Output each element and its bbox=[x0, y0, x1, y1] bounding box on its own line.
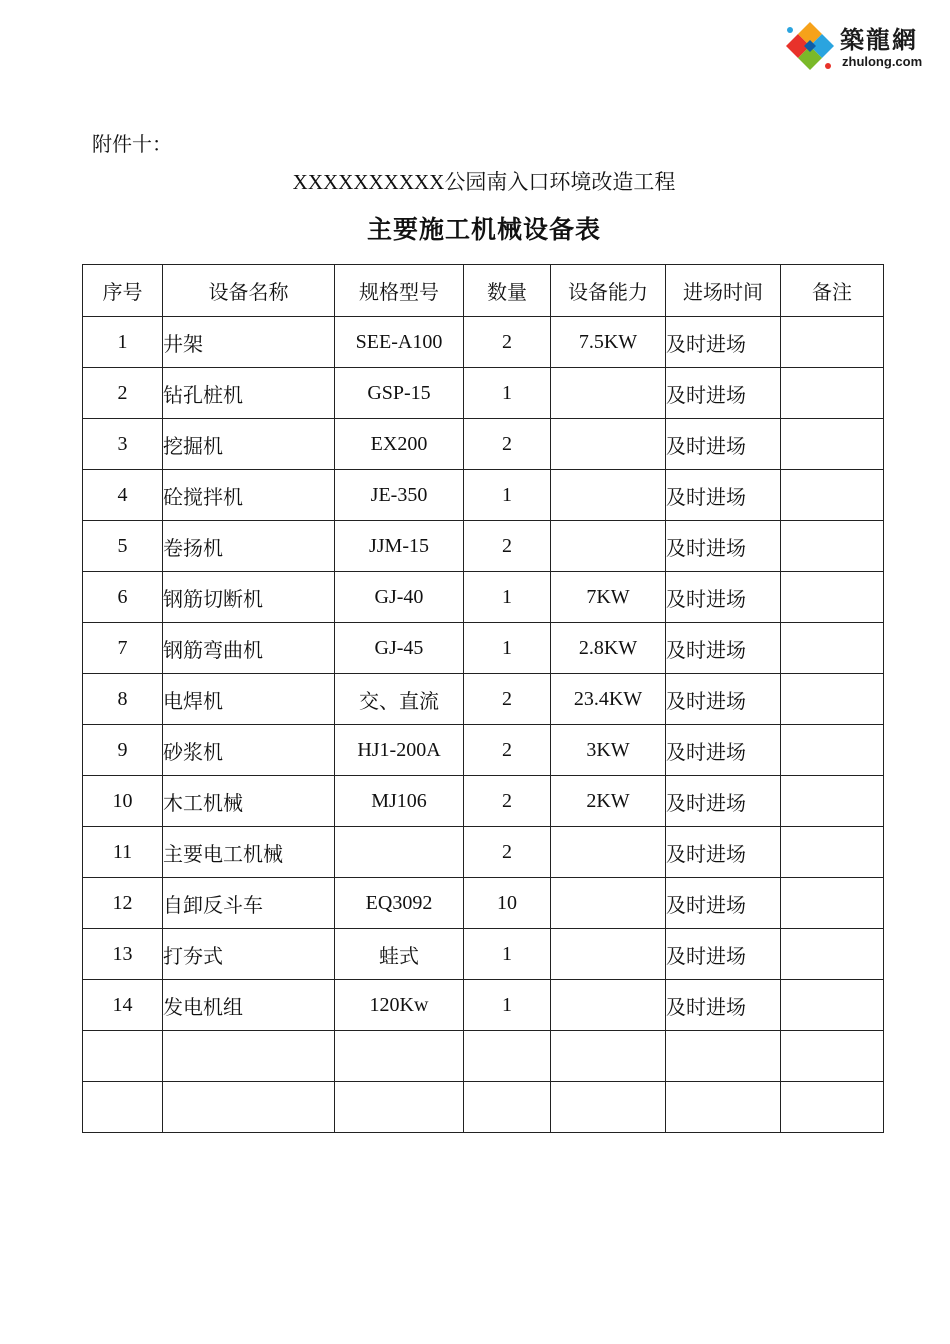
table-row bbox=[83, 980, 884, 1031]
cell-quantity: 1 bbox=[464, 929, 551, 980]
project-title: XXXXXXXXXX公园南入口环境改造工程 bbox=[292, 170, 676, 194]
cell-capacity bbox=[551, 827, 666, 878]
cell-model: SEE-A100 bbox=[335, 317, 464, 368]
header-quantity: 数量 bbox=[464, 265, 551, 317]
cell-quantity: 2 bbox=[464, 317, 551, 368]
cell-quantity bbox=[464, 1031, 551, 1082]
cell-entry-time bbox=[666, 1082, 781, 1133]
cell-remarks bbox=[781, 929, 884, 980]
cell-capacity: 2.8KW bbox=[551, 623, 666, 674]
table-row bbox=[83, 1031, 884, 1082]
cell-capacity: 2KW bbox=[551, 776, 666, 827]
cell-remarks bbox=[781, 470, 884, 521]
cell-remarks bbox=[781, 317, 884, 368]
table-row bbox=[83, 725, 884, 776]
cell-model bbox=[335, 1031, 464, 1082]
cell-equipment-name: 木工机械 bbox=[163, 776, 335, 827]
cell-equipment-name: 打夯式 bbox=[163, 929, 335, 980]
cell-capacity bbox=[551, 878, 666, 929]
table-header-row bbox=[83, 265, 884, 317]
cell-index: 6 bbox=[83, 572, 163, 623]
cell-entry-time: 及时进场 bbox=[666, 470, 781, 521]
cell-quantity: 1 bbox=[464, 623, 551, 674]
cell-capacity bbox=[551, 470, 666, 521]
logo-domain-text: zhulong.com bbox=[842, 54, 923, 69]
cell-quantity: 2 bbox=[464, 419, 551, 470]
cell-remarks bbox=[781, 419, 884, 470]
cell-equipment-name: 井架 bbox=[163, 317, 335, 368]
attachment-label: 附件十： bbox=[92, 132, 172, 156]
cell-entry-time: 及时进场 bbox=[666, 674, 781, 725]
cell-equipment-name bbox=[163, 1031, 335, 1082]
cell-remarks bbox=[781, 725, 884, 776]
table-row bbox=[83, 674, 884, 725]
cell-capacity bbox=[551, 929, 666, 980]
cell-capacity: 7KW bbox=[551, 572, 666, 623]
cell-index: 13 bbox=[83, 929, 163, 980]
cell-entry-time: 及时进场 bbox=[666, 317, 781, 368]
table-row bbox=[83, 776, 884, 827]
cell-index: 14 bbox=[83, 980, 163, 1031]
cell-model bbox=[335, 827, 464, 878]
cell-quantity: 10 bbox=[464, 878, 551, 929]
zhulong-logo bbox=[780, 14, 940, 74]
table-row bbox=[83, 623, 884, 674]
cell-remarks bbox=[781, 827, 884, 878]
cell-equipment-name bbox=[163, 1082, 335, 1133]
cell-entry-time bbox=[666, 1031, 781, 1082]
cell-model: GJ-40 bbox=[335, 572, 464, 623]
cell-remarks bbox=[781, 572, 884, 623]
cell-entry-time: 及时进场 bbox=[666, 623, 781, 674]
table-row bbox=[83, 1082, 884, 1133]
cell-model: 蛙式 bbox=[335, 929, 464, 980]
equipment-table bbox=[82, 264, 884, 1133]
cell-entry-time: 及时进场 bbox=[666, 725, 781, 776]
table-row bbox=[83, 317, 884, 368]
cell-index: 11 bbox=[83, 827, 163, 878]
cell-model: EX200 bbox=[335, 419, 464, 470]
cell-remarks bbox=[781, 674, 884, 725]
cell-index: 9 bbox=[83, 725, 163, 776]
cell-quantity bbox=[464, 1082, 551, 1133]
cell-remarks bbox=[781, 521, 884, 572]
cell-model: GSP-15 bbox=[335, 368, 464, 419]
table-row bbox=[83, 470, 884, 521]
cell-entry-time: 及时进场 bbox=[666, 572, 781, 623]
cell-capacity: 7.5KW bbox=[551, 317, 666, 368]
table-row bbox=[83, 827, 884, 878]
cell-remarks bbox=[781, 1031, 884, 1082]
table-row bbox=[83, 929, 884, 980]
cell-entry-time: 及时进场 bbox=[666, 827, 781, 878]
cell-model: MJ106 bbox=[335, 776, 464, 827]
cell-model: HJ1-200A bbox=[335, 725, 464, 776]
cell-remarks bbox=[781, 776, 884, 827]
cell-index: 8 bbox=[83, 674, 163, 725]
cell-index: 2 bbox=[83, 368, 163, 419]
cell-equipment-name: 主要电工机械 bbox=[163, 827, 335, 878]
cell-index: 10 bbox=[83, 776, 163, 827]
cell-capacity bbox=[551, 1082, 666, 1133]
cell-index bbox=[83, 1082, 163, 1133]
cell-capacity: 23.4KW bbox=[551, 674, 666, 725]
cell-capacity bbox=[551, 419, 666, 470]
table-row bbox=[83, 572, 884, 623]
cell-equipment-name: 自卸反斗车 bbox=[163, 878, 335, 929]
cell-equipment-name: 挖掘机 bbox=[163, 419, 335, 470]
cell-index: 7 bbox=[83, 623, 163, 674]
cell-capacity bbox=[551, 980, 666, 1031]
cell-quantity: 2 bbox=[464, 521, 551, 572]
cell-capacity bbox=[551, 521, 666, 572]
cell-entry-time: 及时进场 bbox=[666, 980, 781, 1031]
cell-quantity: 2 bbox=[464, 725, 551, 776]
cell-remarks bbox=[781, 980, 884, 1031]
header-entry-time: 进场时间 bbox=[666, 265, 781, 317]
cell-model: 120Kw bbox=[335, 980, 464, 1031]
cell-equipment-name: 钢筋切断机 bbox=[163, 572, 335, 623]
cell-capacity: 3KW bbox=[551, 725, 666, 776]
cell-capacity bbox=[551, 368, 666, 419]
cell-quantity: 1 bbox=[464, 368, 551, 419]
cell-index: 4 bbox=[83, 470, 163, 521]
cell-model: 交、直流 bbox=[335, 674, 464, 725]
cell-quantity: 1 bbox=[464, 470, 551, 521]
cell-entry-time: 及时进场 bbox=[666, 521, 781, 572]
header-capacity: 设备能力 bbox=[551, 265, 666, 317]
cell-model bbox=[335, 1082, 464, 1133]
cell-remarks bbox=[781, 1082, 884, 1133]
cell-model: EQ3092 bbox=[335, 878, 464, 929]
cell-remarks bbox=[781, 623, 884, 674]
cell-index: 5 bbox=[83, 521, 163, 572]
header-model: 规格型号 bbox=[335, 265, 464, 317]
cell-equipment-name: 钻孔桩机 bbox=[163, 368, 335, 419]
table-title: 主要施工机械设备表 bbox=[366, 215, 601, 244]
header-index: 序号 bbox=[83, 265, 163, 317]
cell-quantity: 2 bbox=[464, 674, 551, 725]
table-row bbox=[83, 878, 884, 929]
cell-equipment-name: 砼搅拌机 bbox=[163, 470, 335, 521]
cell-model: GJ-45 bbox=[335, 623, 464, 674]
logo-chinese-text: 築龍網 bbox=[840, 25, 918, 54]
cell-entry-time: 及时进场 bbox=[666, 878, 781, 929]
cell-equipment-name: 砂浆机 bbox=[163, 725, 335, 776]
cell-remarks bbox=[781, 878, 884, 929]
cell-equipment-name: 电焊机 bbox=[163, 674, 335, 725]
cell-model: JE-350 bbox=[335, 470, 464, 521]
header-equipment-name: 设备名称 bbox=[163, 265, 335, 317]
cell-equipment-name: 卷扬机 bbox=[163, 521, 335, 572]
cell-index bbox=[83, 1031, 163, 1082]
table-row bbox=[83, 521, 884, 572]
cell-equipment-name: 发电机组 bbox=[163, 980, 335, 1031]
cell-quantity: 2 bbox=[464, 776, 551, 827]
cell-entry-time: 及时进场 bbox=[666, 929, 781, 980]
cell-index: 12 bbox=[83, 878, 163, 929]
cell-index: 1 bbox=[83, 317, 163, 368]
cell-index: 3 bbox=[83, 419, 163, 470]
cell-entry-time: 及时进场 bbox=[666, 776, 781, 827]
table-body bbox=[83, 317, 884, 1133]
cell-capacity bbox=[551, 1031, 666, 1082]
zhulong-logo-icon bbox=[780, 18, 838, 74]
cell-quantity: 2 bbox=[464, 827, 551, 878]
table-row bbox=[83, 368, 884, 419]
cell-equipment-name: 钢筋弯曲机 bbox=[163, 623, 335, 674]
table-row bbox=[83, 419, 884, 470]
cell-entry-time: 及时进场 bbox=[666, 368, 781, 419]
header-remarks: 备注 bbox=[781, 265, 884, 317]
cell-remarks bbox=[781, 368, 884, 419]
cell-entry-time: 及时进场 bbox=[666, 419, 781, 470]
cell-quantity: 1 bbox=[464, 980, 551, 1031]
cell-model: JJM-15 bbox=[335, 521, 464, 572]
cell-quantity: 1 bbox=[464, 572, 551, 623]
